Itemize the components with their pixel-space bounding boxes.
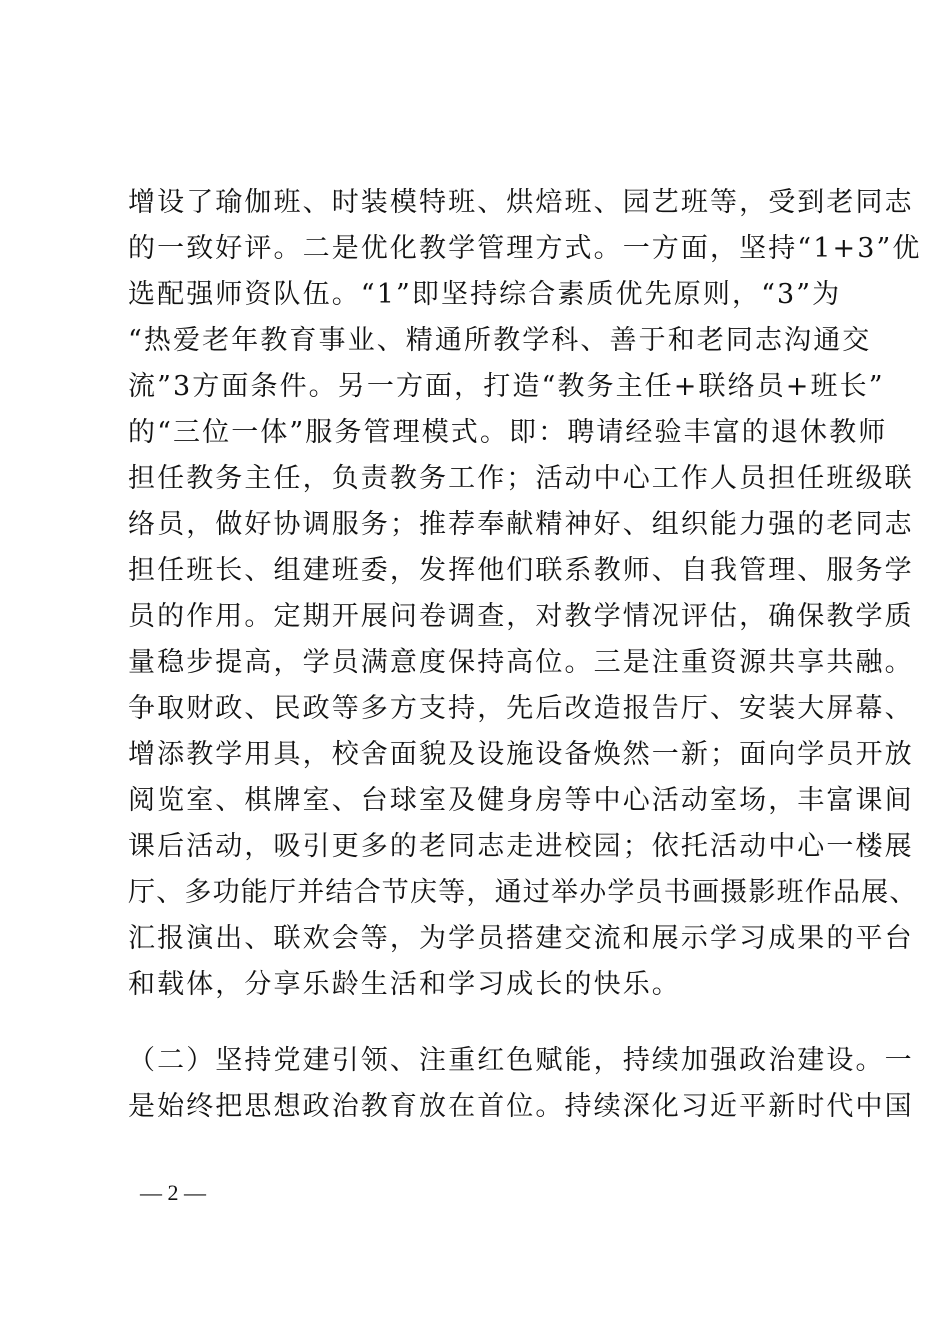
paragraph-1-line-7: 担任教务主任，负责教务工作；活动中心工作人员担任班级联: [128, 463, 914, 494]
paragraph-1-line-5: 流”3方面条件。另一方面，打造“教务主任+联络员+班长”: [128, 371, 885, 402]
paragraph-1-line-13: 增添教学用具，校舍面貌及设施设备焕然一新；面向学员开放: [128, 739, 914, 770]
paragraph-1-line-15: 课后活动，吸引更多的老同志走进校园；依托活动中心一楼展: [128, 831, 914, 862]
paragraph-2-line-1: （二）坚持党建引领、注重红色赋能，持续加强政治建设。一: [128, 1045, 914, 1076]
page-number: — 2 —: [140, 1180, 206, 1205]
paragraph-1-line-11: 量稳步提高，学员满意度保持高位。三是注重资源共享共融。: [128, 647, 914, 678]
paragraph-1-line-8: 络员，做好协调服务；推荐奉献精神好、组织能力强的老同志: [128, 509, 914, 540]
paragraph-1-line-4: “热爱老年教育事业、精通所教学科、善于和老同志沟通交: [128, 325, 872, 356]
paragraph-1-line-14: 阅览室、棋牌室、台球室及健身房等中心活动室场，丰富课间: [128, 785, 914, 816]
paragraph-1-line-6: 的“三位一体”服务管理模式。即：聘请经验丰富的退休教师: [128, 417, 888, 448]
paragraph-1-line-1: 增设了瑜伽班、时装模特班、烘焙班、园艺班等，受到老同志: [128, 187, 914, 218]
paragraph-1-line-16: 厅、多功能厅并结合节庆等，通过举办学员书画摄影班作品展、: [128, 877, 918, 908]
paragraph-1-line-9: 担任班长、组建班委，发挥他们联系教师、自我管理、服务学: [128, 555, 914, 586]
paragraph-1-line-18: 和载体，分享乐龄生活和学习成长的快乐。: [128, 969, 681, 1000]
paragraph-1-line-3: 选配强师资队伍。“1”即坚持综合素质优先原则，“3”为: [128, 279, 842, 310]
paragraph-1-line-12: 争取财政、民政等多方支持，先后改造报告厅、安装大屏幕、: [128, 693, 914, 724]
paragraph-1-line-10: 员的作用。定期开展问卷调查，对教学情况评估，确保教学质: [128, 601, 914, 632]
paragraph-2-line-2: 是始终把思想政治教育放在首位。持续深化习近平新时代中国: [128, 1091, 914, 1122]
paragraph-1-line-2: 的一致好评。二是优化教学管理方式。一方面，坚持“1+3”优: [128, 233, 922, 264]
paragraph-1-line-17: 汇报演出、联欢会等，为学员搭建交流和展示学习成果的平台: [128, 923, 914, 954]
